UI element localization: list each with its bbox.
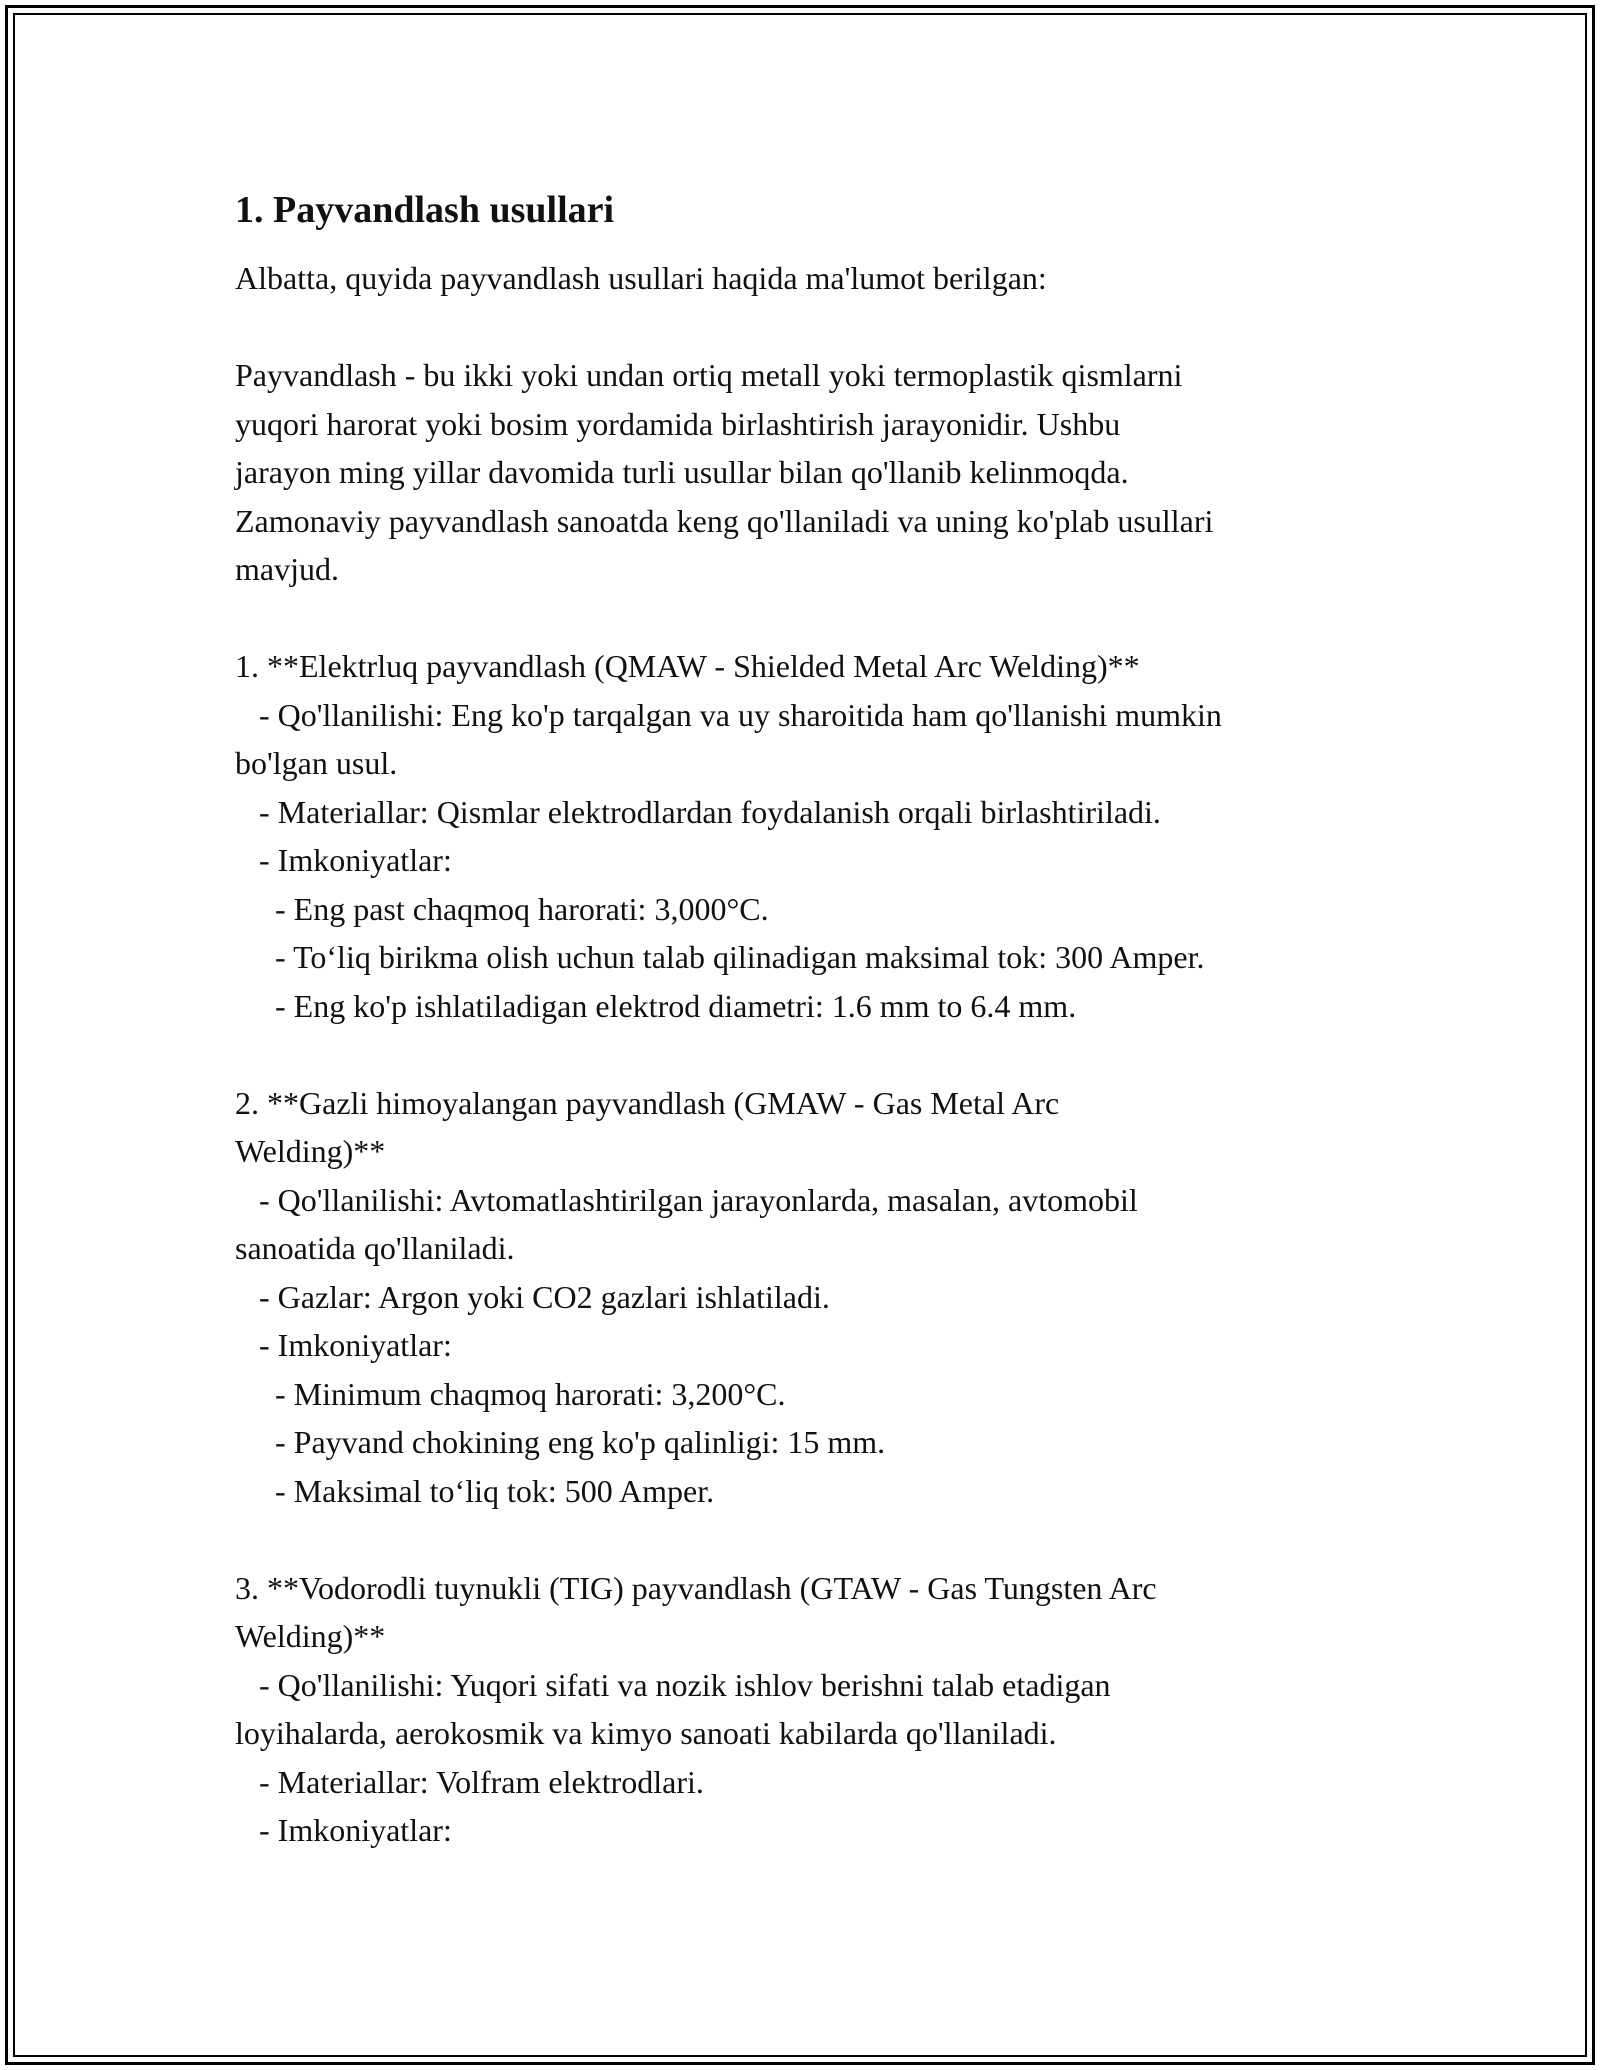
section-heading: 1. Payvandlash usullari <box>235 189 615 231</box>
text-line: 1. **Elektrluq payvandlash (QMAW - Shielded Metal Arc Welding)** <box>235 648 1140 684</box>
text-line: - Maksimal to‘liq tok: 500 Amper. <box>235 1472 715 1509</box>
text-line: - Imkoniyatlar: <box>235 842 452 878</box>
blank-line <box>235 1030 1385 1079</box>
text-line: Welding)** <box>235 1618 386 1654</box>
text-line: Zamonaviy payvandlash sanoatda keng qo'llaniladi va uning ko'plab usullari <box>235 502 1214 539</box>
text-line: - Gazlar: Argon yoki CO2 gazlari ishlatiladi. <box>235 1278 830 1315</box>
text-line: mavjud. <box>235 551 339 587</box>
text-line: - Imkoniyatlar: <box>235 1327 452 1363</box>
text-line: - Imkoniyatlar: <box>235 1812 452 1848</box>
text-line: sanoatida qo'llaniladi. <box>235 1230 515 1266</box>
text-line: - Minimum chaqmoq harorati: 3,200°C. <box>235 1375 786 1412</box>
text-line: Welding)** <box>235 1133 386 1169</box>
text-line: 2. **Gazli himoyalangan payvandlash (GMAW - Gas Metal Arc <box>235 1084 1060 1121</box>
text-line: - Materiallar: Qismlar elektrodlardan foydalanish orqali birlashtiriladi. <box>235 793 1161 830</box>
blank-line <box>235 303 1385 352</box>
text-line: jarayon ming yillar davomida turli usullar bilan qo'llanib kelinmoqda. <box>235 454 1129 490</box>
document-body <box>235 184 1385 1855</box>
text-line: bo'lgan usul. <box>235 745 398 781</box>
text-line: Albatta, quyida payvandlash usullari haqida ma'lumot berilgan: <box>235 260 1047 296</box>
text-line: - Qo'llanilishi: Eng ko'p tarqalgan va uy sharoitida ham qo'llanishi mumkin <box>235 696 1222 733</box>
text-line: loyihalarda, aerokosmik va kimyo sanoati kabilarda qo'llaniladi. <box>235 1715 1057 1751</box>
text-line: - Payvand chokining eng ko'p qalinligi: 15 mm. <box>235 1424 886 1460</box>
blank-line <box>235 594 1385 643</box>
document-text <box>235 254 1385 1855</box>
text-line: - Eng past chaqmoq harorati: 3,000°C. <box>235 890 769 927</box>
text-line: - Eng ko'p ishlatiladigan elektrod diametri: 1.6 mm to 6.4 mm. <box>235 987 1077 1024</box>
text-line: - Materiallar: Volfram elektrodlari. <box>235 1763 704 1800</box>
text-line: - Qo'llanilishi: Yuqori sifati va nozik ishlov berishni talab etadigan <box>235 1666 1111 1703</box>
blank-line <box>235 1515 1385 1564</box>
text-line: yuqori harorat yoki bosim yordamida birlashtirish jarayonidir. Ushbu <box>235 405 1121 442</box>
text-line: 3. **Vodorodli tuynukli (TIG) payvandlash (GTAW - Gas Tungsten Arc <box>235 1569 1157 1606</box>
text-line: - Qo'llanilishi: Avtomatlashtirilgan jarayonlarda, masalan, avtomobil <box>235 1181 1138 1218</box>
text-line: - To‘liq birikma olish uchun talab qilinadigan maksimal tok: 300 Amper. <box>235 939 1205 975</box>
text-line: Payvandlash - bu ikki yoki undan ortiq metall yoki termoplastik qismlarni <box>235 357 1183 393</box>
